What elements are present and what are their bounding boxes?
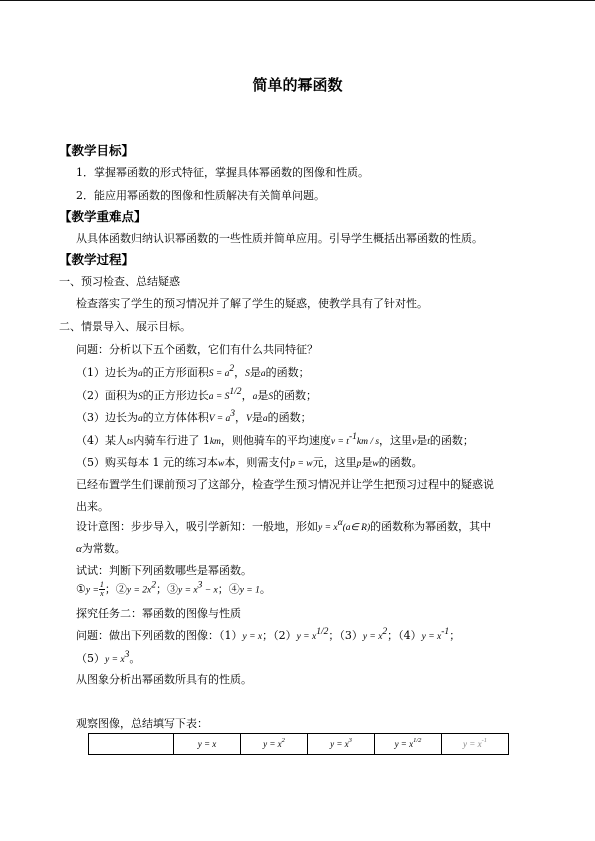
goal-1: 1．掌握幂函数的形式特征，掌握具体幂函数的图像和性质。 <box>76 166 369 179</box>
draw-question: 问题：做出下列函数的图像：（1）y = x；$(2)y = x^{1/2}$；$(3)y = x^2$；$(4)y = x^{-1}$； <box>76 627 461 642</box>
item-5: （5）购买每本 1 元的练习本w本，则需支付p = w元，这里p是w的函数。 <box>76 456 423 469</box>
item-1: （1）边长为a的正方形面积$S = a^2$，S是a的函数； <box>76 364 310 379</box>
page-title: 简单的幂函数 <box>252 76 343 94</box>
goals-header: 【教学目标】 <box>59 143 135 158</box>
draw-question-cont: $(5)y = x^3$。 <box>76 650 141 665</box>
formula-power-function: y = x <box>318 523 338 533</box>
formula-side: a = S <box>208 392 230 402</box>
design-intent: 设计意图：步步导入，吸引学新知：一般地，形如$y = x^\alpha(a\in$ R)的函数称为幂函数，其中 <box>76 518 492 533</box>
formula-speed: v = t <box>330 437 349 447</box>
arranged-line-1: 已经布置学生们课前预习了这部分，检查学生预习情况并让学生把预习过程中的疑惑说 <box>76 478 494 491</box>
try-items: ①y = $\frac{1}{x}$；②y = $2x^2$；③y = $x^3 - x$；④y = 1。 <box>76 580 271 598</box>
table-header-y-x-inv: $y = x^{-1}$ <box>442 734 509 755</box>
item-3: （3）边长为a的立方体体积$V = a^3$，V是a的函数； <box>76 409 312 424</box>
formula-volume: V = a <box>208 414 231 424</box>
table-header-y-x-half: $y = x^{1/2}$ <box>375 734 442 755</box>
fraction-one-over-x: $\frac{1}{x}$ <box>99 580 104 598</box>
alpha-line: α为常数。 <box>76 542 126 555</box>
formula-price: p = w <box>290 459 313 469</box>
question-text: 问题：分析以下五个函数，它们有什么共同特征？ <box>76 343 318 356</box>
arranged-line-2: 出来。 <box>76 500 109 513</box>
process-header: 【教学过程】 <box>59 252 135 267</box>
item-2: （2）面积为S的正方形边长$a = S^{1/2}$，a是S的函数； <box>76 387 318 402</box>
table-cell-empty <box>89 734 174 755</box>
analyze-text: 从图象分析出幂函数所具有的性质。 <box>76 673 252 686</box>
item-4: （4）某人ts内骑车行进了 1km，则他骑车的平均速度$v = t^{-1}km / s$，这里v是t的函数； <box>76 432 474 447</box>
table-header-y-x: y = x <box>174 734 241 755</box>
part1-text: 检查落实了学生的预习情况并了解了学生的疑惑，使教学具有了针对性。 <box>76 297 428 310</box>
properties-table <box>88 733 509 755</box>
part2-heading: 二、情景导入、展示目标。 <box>59 320 191 333</box>
keypoints-text: 从具体函数归纳认识幂函数的一些性质并简单应用。引导学生概括出幂函数的性质。 <box>76 232 483 245</box>
task2-text: 探究任务二：幂函数的图像与性质 <box>76 607 241 620</box>
table-row <box>89 734 509 755</box>
table-header-y-x3: $y = x^3$ <box>308 734 375 755</box>
formula-area: S = a <box>208 369 230 379</box>
keypoints-header: 【教学重难点】 <box>59 209 147 224</box>
goal-2: 2．能应用幂函数的图像和性质解决有关简单问题。 <box>76 189 325 202</box>
try-text: 试试：判断下列函数哪些是幂函数。 <box>76 564 252 577</box>
page-top-rule <box>0 0 595 1</box>
table-header-y-x2: $y = x^2$ <box>241 734 308 755</box>
observe-text: 观察图像，总结填写下表： <box>76 717 208 730</box>
part1-heading: 一、预习检查、总结疑惑 <box>59 275 180 288</box>
